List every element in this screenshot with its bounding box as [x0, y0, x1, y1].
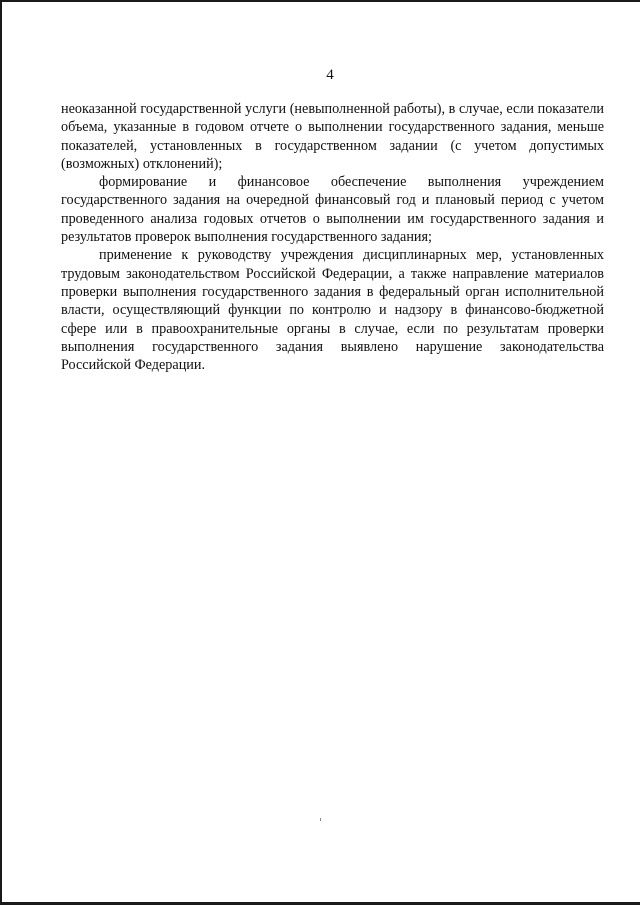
paragraph-continuation: неоказанной государственной услуги (невыполненной работы), в случае, если показатели объема, указанные в годовом отчете о выполнении государственного задания, меньше показателей, установленных в государственном задании (с учетом допустимых (возможных) отклонений); [61, 101, 604, 172]
scan-speck [320, 818, 321, 821]
scan-edge-top [0, 0, 640, 2]
document-body [61, 100, 604, 374]
paragraph-disciplinary-measures: применение к руководству учреждения дисциплинарных мер, установленных трудовым законодательством Российской Федерации, а также направление материалов проверки выполнения государственного задания в федеральный орган исполнительной власти, осуществляющий функции по контролю и надзору в финансово-бюджетной сфере или в правоохранительные органы в случае, если по результатам проверки выполнения государственного задания выявлено нарушение законодательства Российской Федерации. [61, 247, 604, 374]
page-number: 4 [326, 67, 334, 83]
scan-edge-left [0, 0, 2, 905]
paragraph-funding: формирование и финансовое обеспечение выполнения учреждением государственного задания на очередной финансовый год и плановый период с учетом проведенного анализа годовых отчетов о выполнении им государственного задания и результатов проверок выполнения государственного задания; [61, 174, 604, 246]
